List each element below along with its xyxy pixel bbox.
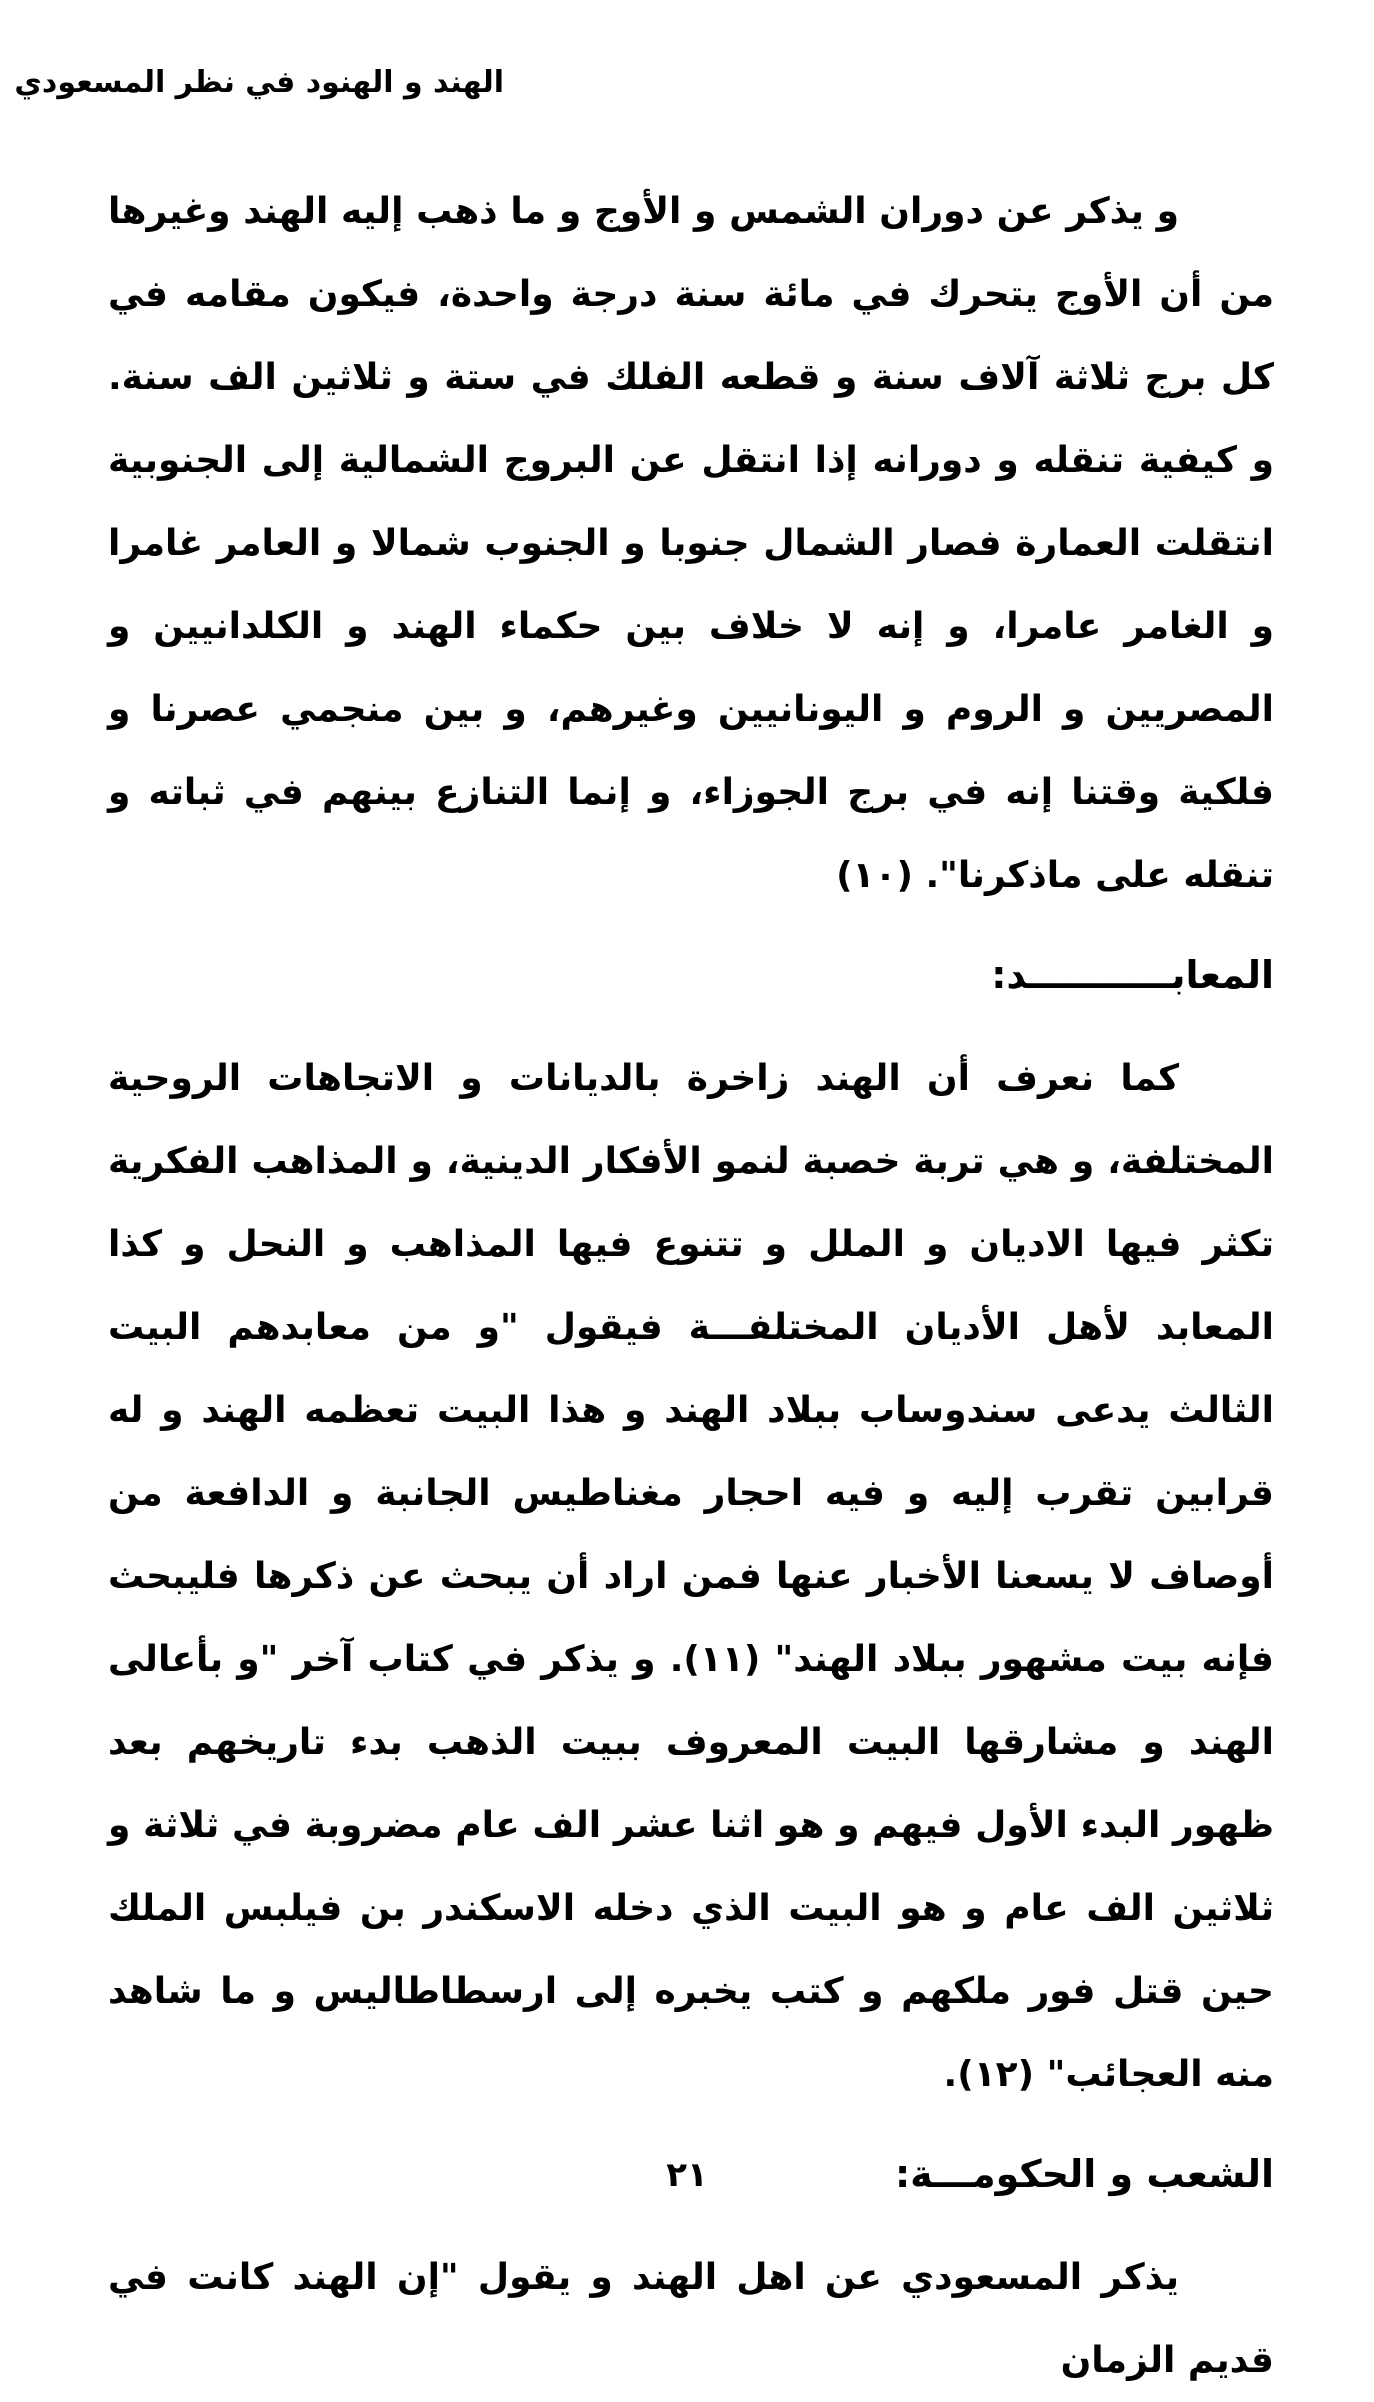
section-heading-temples: المعابـــــــــــد: xyxy=(991,953,1274,997)
paragraph-sun-apogee: و يذكر عن دوران الشمس و الأوج و ما ذهب إليه الهند وغيرها من أن الأوج يتحرك في مائة سنة درجة واحدة، فيكون مقامه في كل برج ثلاثة آلاف سنة و قطعه الفلك في ستة و ثلاثين الف سنة. و كيفية تنقله و دورانه إذا انتقل عن البروج الشمالية إلى الجنوبية انتقلت العمارة فصار الشمال جنوبا و الجنوب شمالا و العامر غامرا و الغامر عامرا، و إنه لا خلاف بين حكماء الهند و الكلدانيين و المصريين و الروم و اليونانيين وغيرهم، و بين منجمي عصرنا و فلكية وقتنا إنه في برج الجوزاء، و إنما التنازع بينهم في ثباته و تنقله على ماذكرنا". (١٠) xyxy=(108,191,1274,896)
paragraph-temples: كما نعرف أن الهند زاخرة بالديانات و الاتجاهات الروحية المختلفة، و هي تربة خصبة لنمو الأفكار الدينية، و المذاهب الفكرية تكثر فيها الاديان و الملل و تتنوع فيها المذاهب و النحل و كذا المعابد لأهل الأديان المختلفـــة فيقول "و من معابدهم البيت الثالث يدعى سندوساب ببلاد الهند و هذا البيت تعظمه الهند و له قرابين تقرب إليه و فيه احجار مغناطيس الجانبة و الدافعة من أوصاف لا يسعنا الأخبار عنها فمن اراد أن يبحث عن ذكرها فليبحث فإنه بيت مشهور ببلاد الهند" (١١). و يذكر في كتاب آخر "و بأعالى الهند و مشارقها البيت المعروف ببيت الذهب بدء تاريخهم بعد ظهور البدء الأول فيهم و هو اثنا عشر الف عام مضروبة في ثلاثة و ثلاثين الف عام و هو البيت الذي دخله الاسكندر بن فيلبس الملك حين قتل فور ملكهم و كتب يخبره إلى ارسطاطاليس و ما شاهد منه العجائب" (١٢). xyxy=(108,1058,1274,2095)
paragraph-people: يذكر المسعودي عن اهل الهند و يقول "إن الهند كانت في قديم الزمان xyxy=(108,2257,1274,2381)
running-header: الهند و الهنود في نظر المسعودي xyxy=(14,65,504,100)
section-heading-people-government: الشعب و الحكومـــة: xyxy=(894,2152,1274,2196)
page-body xyxy=(108,170,1274,2402)
page-number: ٢١ xyxy=(666,2155,708,2195)
